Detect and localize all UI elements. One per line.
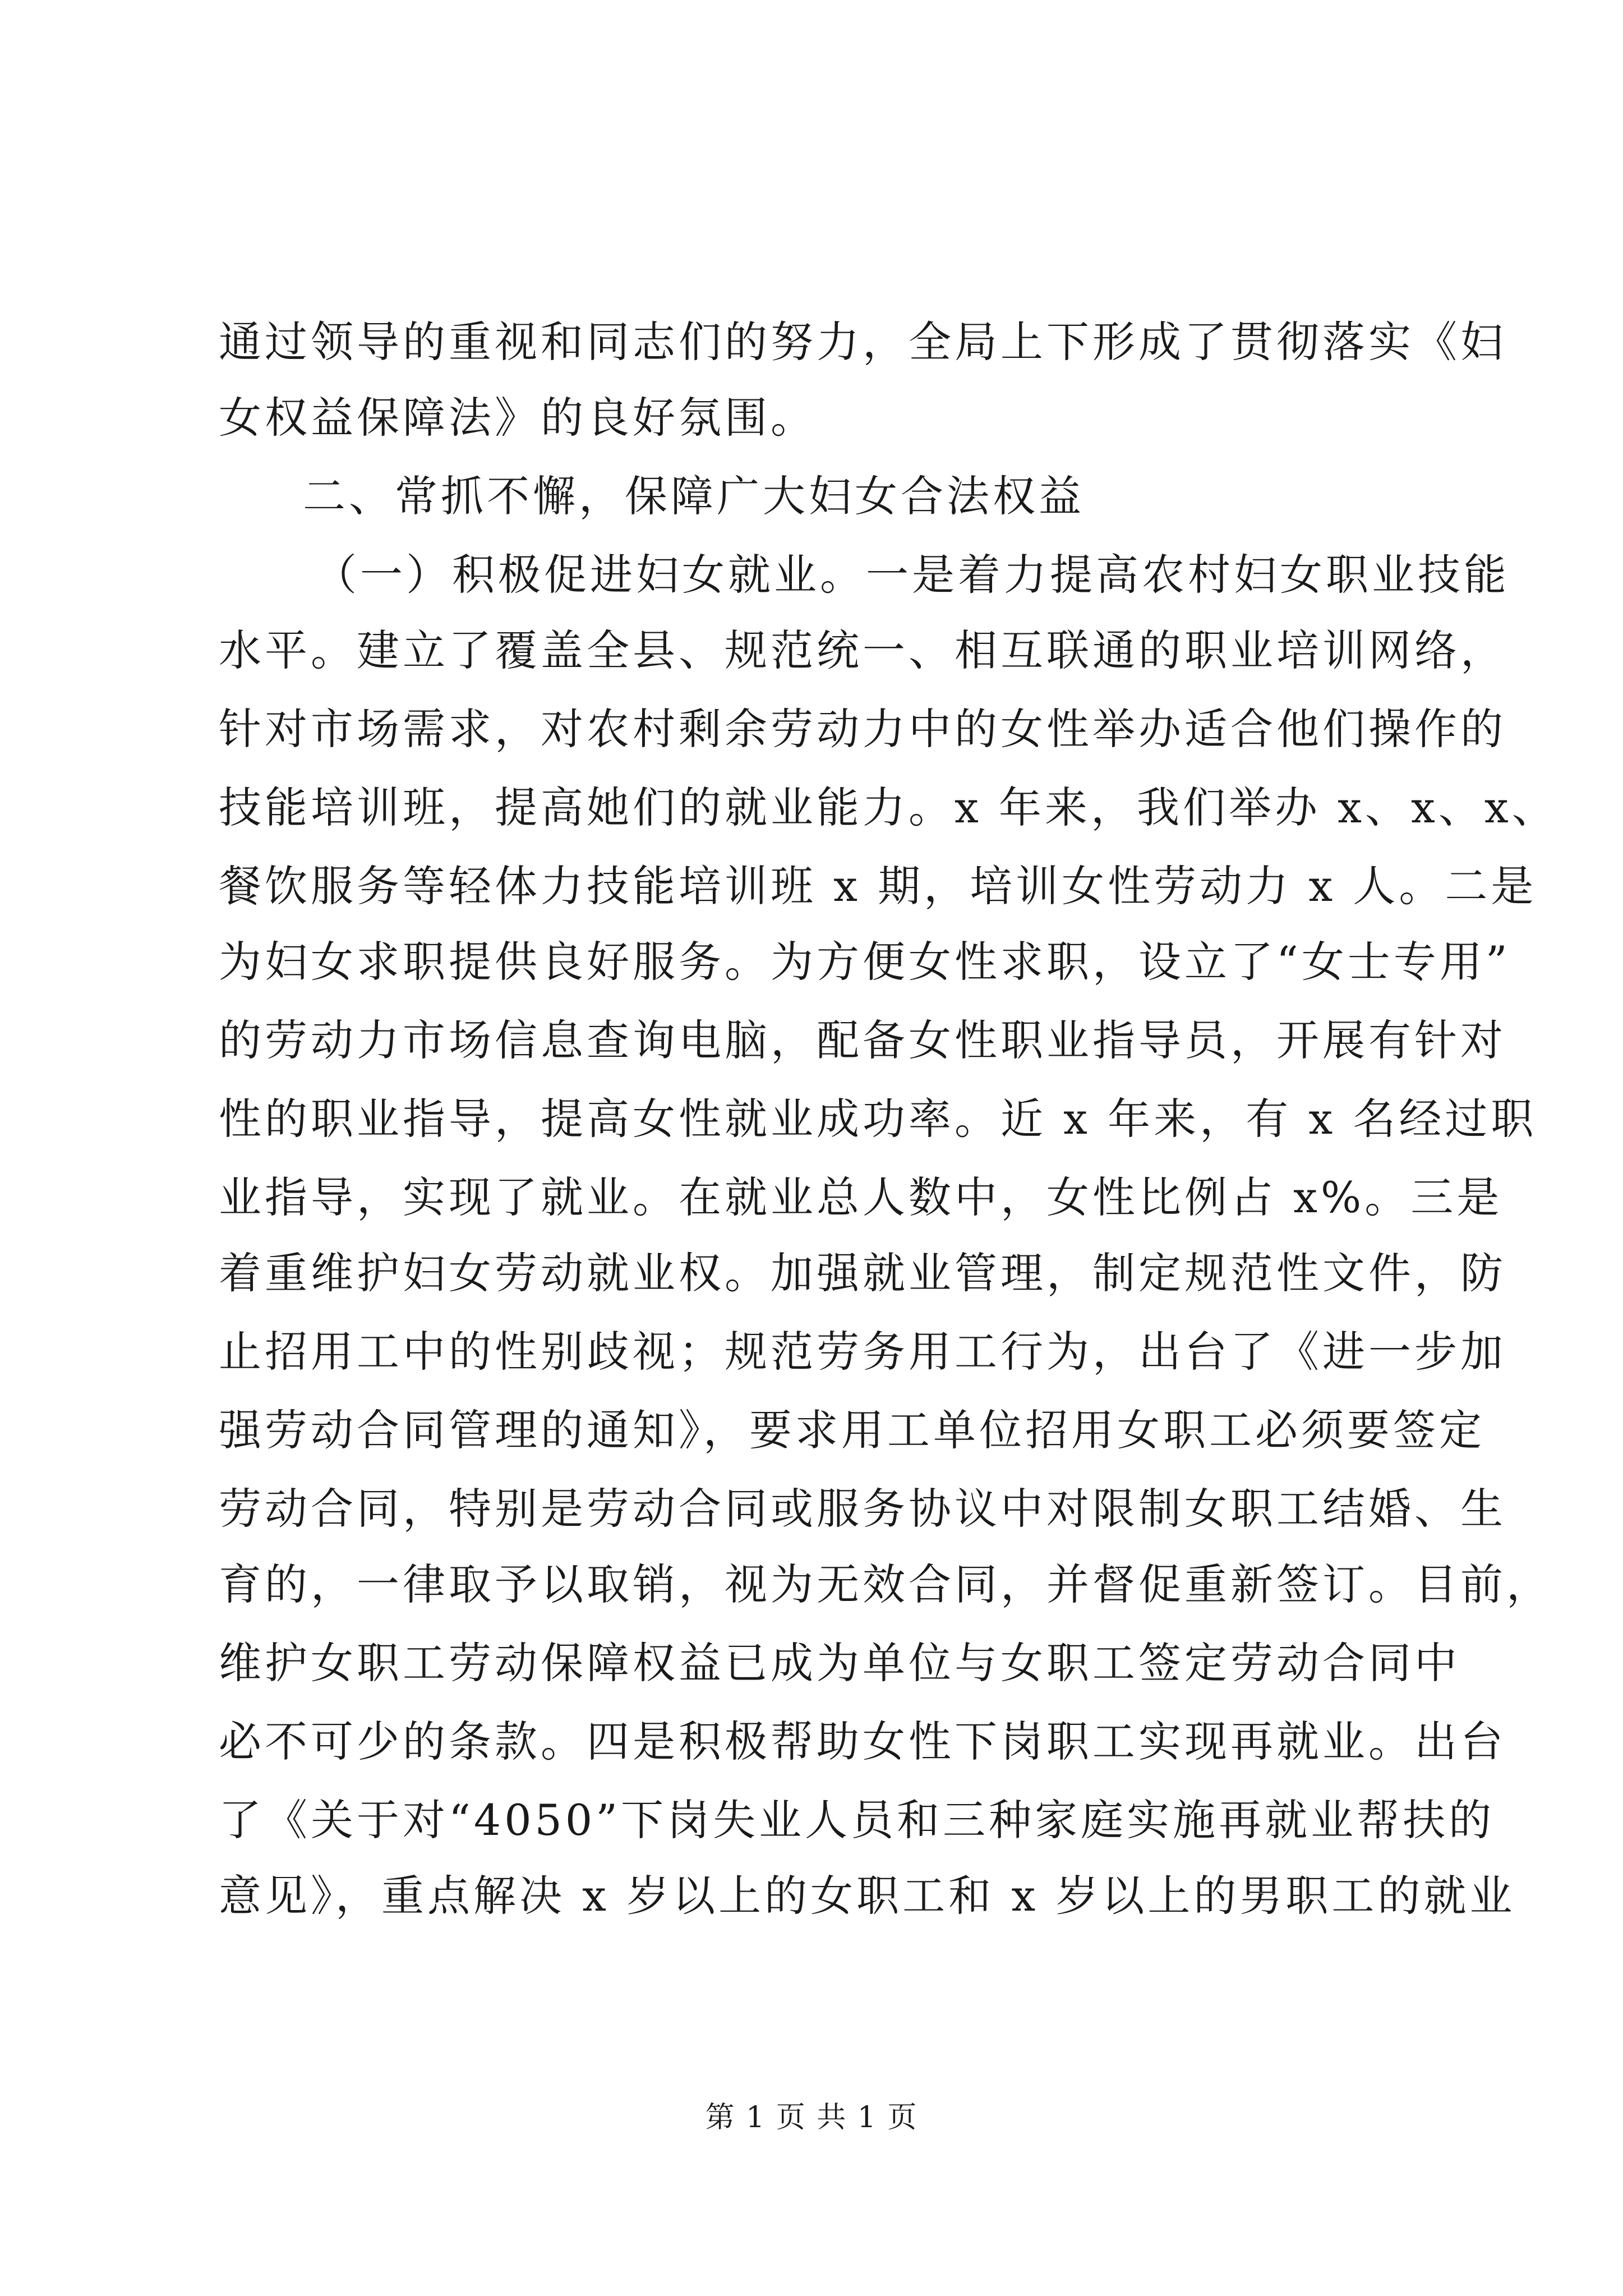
body-text-line: 止招用工中的性别歧视；规范劳务用工行为，出台了《进一步加	[219, 1327, 1506, 1377]
body-text-line: 技能培训班，提高她们的就业能力。x 年来，我们举办 x、x、x、	[219, 783, 1558, 832]
body-text-line: 维护女职工劳动保障权益已成为单位与女职工签定劳动合同中	[219, 1638, 1460, 1688]
body-text-line: 性的职业指导，提高女性就业成功率。近 x 年来，有 x 名经过职	[219, 1094, 1537, 1144]
page-number-footer: 第 1 页 共 1 页	[705, 2101, 918, 2134]
body-text-line: 劳动合同，特别是劳动合同或服务协议中对限制女职工结婚、生	[219, 1484, 1506, 1534]
body-text-line: 业指导，实现了就业。在就业总人数中，女性比例占 x%。三是	[219, 1172, 1503, 1222]
body-text-line: 通过领导的重视和同志们的努力，全局上下形成了贯彻落实《妇	[219, 317, 1506, 367]
body-text-line: 了《关于对“4050”下岗失业人员和三种家庭实施再就业帮扶的	[219, 1795, 1495, 1845]
body-text-line: 针对市场需求，对农村剩余劳动力中的女性举办适合他们操作的	[219, 704, 1506, 754]
body-text-line: （一）积极促进妇女就业。一是着力提高农村妇女职业技能	[314, 550, 1510, 600]
body-text-line: 的劳动力市场信息查询电脑，配备女性职业指导员，开展有针对	[219, 1015, 1506, 1065]
body-text-line: 水平。建立了覆盖全县、规范统一、相互联通的职业培训网络，	[219, 625, 1506, 675]
body-text-line: 强劳动合同管理的通知》，要求用工单位招用女职工必须要签定	[219, 1405, 1485, 1455]
body-text-line: 着重维护妇女劳动就业权。加强就业管理，制定规范性文件，防	[219, 1248, 1506, 1298]
section-heading: 二、常抓不懈，保障广大妇女合法权益	[303, 471, 1085, 521]
body-text-line: 意见》，重点解决 x 岁以上的女职工和 x 岁以上的男职工的就业	[219, 1871, 1516, 1921]
body-text-line: 餐饮服务等轻体力技能培训班 x 期，培训女性劳动力 x 人。二是	[219, 861, 1537, 911]
body-text-line: 必不可少的条款。四是积极帮助女性下岗职工实现再就业。出台	[219, 1717, 1506, 1766]
body-text-line: 女权益保障法》的良好氛围。	[219, 393, 817, 443]
body-text-line: 育的，一律取予以取销，视为无效合同，并督促重新签订。目前，	[219, 1559, 1552, 1609]
body-text-line: 为妇女求职提供良好服务。为方便女性求职，设立了“女士专用”	[219, 937, 1511, 987]
